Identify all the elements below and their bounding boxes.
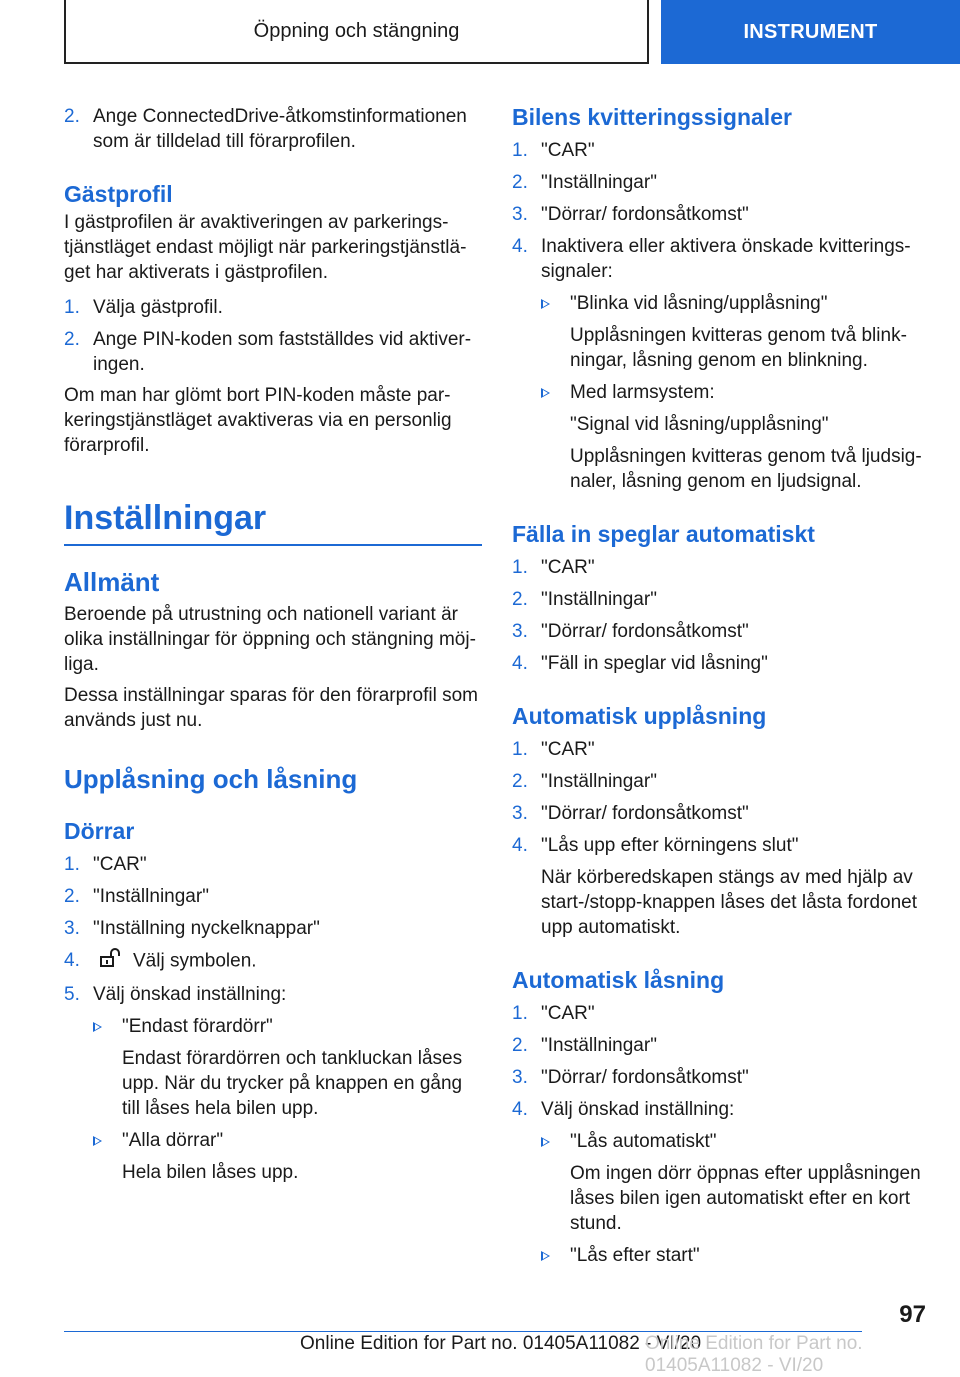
list-text: "Dörrar/ fordonsåtkomst" — [541, 204, 749, 225]
list-number: 3. — [512, 621, 528, 642]
option-label: "Alla dörrar" — [122, 1130, 224, 1151]
list-text: Välja gästprofil. — [93, 297, 223, 318]
list-number: 2. — [512, 1035, 528, 1056]
list-number: 3. — [512, 204, 528, 225]
list-number: 1. — [64, 854, 80, 875]
list-text: Välj önskad inställning: — [93, 984, 287, 1005]
list-number: 4. — [512, 653, 528, 674]
list-item — [512, 234, 926, 494]
list-item — [64, 327, 482, 377]
list-text: "Dörrar/ fordonsåtkomst" — [541, 1067, 749, 1088]
list-item — [512, 138, 926, 163]
list-number: 2. — [64, 886, 80, 907]
option-description: Upplåsningen kvitteras genom två blinkningar, låsning genom en blinkning. — [570, 325, 907, 371]
list-number: 3. — [512, 803, 528, 824]
bullet-item — [541, 1243, 926, 1268]
list-item — [64, 852, 482, 877]
list-number: 1. — [64, 297, 80, 318]
general-paragraph-2: Dessa inställningar sparas för den förarprofil som används just nu. — [64, 685, 478, 731]
footer-divider — [64, 1331, 862, 1332]
list-item — [64, 295, 482, 320]
option-label: "Lås automatiskt" — [570, 1131, 717, 1152]
auto-unlock-steps — [512, 737, 926, 940]
list-number: 3. — [64, 918, 80, 939]
bullet-item — [541, 380, 926, 494]
option-label: "Lås efter start" — [570, 1245, 700, 1266]
chapter-tab[interactable] — [661, 0, 960, 64]
option-description: Om ingen dörr öppnas efter upplåsningen låses bilen igen automatiskt efter en kort stund. — [570, 1163, 921, 1234]
list-text: Välj önskad inställning: — [541, 1099, 735, 1120]
option-description: Upplåsningen kvitteras genom två ljudsignaler, låsning genom en ljudsignal. — [570, 446, 922, 492]
list-item — [512, 202, 926, 227]
triangle-bullet-icon — [541, 388, 550, 398]
option-label: "Endast förardörr" — [122, 1016, 273, 1037]
list-item — [64, 982, 482, 1185]
list-text: "Dörrar/ fordonsåtkomst" — [541, 621, 749, 642]
list-text: Inaktivera eller aktivera önskade kvitteringssignaler: — [541, 236, 911, 282]
list-number: 2. — [64, 106, 80, 127]
option-sublabel: "Signal vid låsning/upplåsning" — [570, 414, 829, 435]
list-number: 1. — [512, 140, 528, 161]
ack-signals-heading: Bilens kvitteringssignaler — [512, 104, 792, 130]
list-text: "Dörrar/ fordonsåtkomst" — [541, 803, 749, 824]
option-label: Med larmsystem: — [570, 382, 715, 403]
list-number: 4. — [512, 236, 528, 257]
guest-heading: Gästprofil — [64, 181, 173, 207]
list-item — [512, 1033, 926, 1058]
doors-steps — [64, 852, 482, 1185]
list-number: 1. — [512, 557, 528, 578]
bullet-item — [93, 1128, 482, 1185]
guest-steps — [64, 295, 482, 377]
triangle-bullet-icon — [93, 1022, 102, 1032]
list-number: 2. — [512, 771, 528, 792]
list-text: "CAR" — [541, 739, 595, 760]
section-title-tab — [64, 0, 649, 64]
list-item — [512, 651, 926, 676]
list-item — [512, 555, 926, 580]
list-number: 4. — [512, 835, 528, 856]
list-item — [512, 587, 926, 612]
mirrors-steps — [512, 555, 926, 676]
right-column — [512, 100, 926, 1268]
list-text: Ange PIN-koden som fastställdes vid aktiveringen. — [93, 329, 472, 375]
list-number: 5. — [64, 984, 80, 1005]
triangle-bullet-icon — [93, 1136, 102, 1146]
list-item — [64, 948, 482, 975]
triangle-bullet-icon — [541, 299, 550, 309]
lock-unlock-heading: Upplåsning och låsning — [64, 764, 358, 794]
list-number: 4. — [512, 1099, 528, 1120]
list-number: 2. — [512, 589, 528, 610]
auto-lock-heading: Automatisk låsning — [512, 967, 725, 993]
general-heading: Allmänt — [64, 567, 160, 597]
list-item — [512, 801, 926, 826]
doors-options — [93, 1014, 482, 1185]
list-text: "Lås upp efter körningens slut" — [541, 835, 799, 856]
list-text: "CAR" — [541, 140, 595, 161]
list-item — [512, 619, 926, 644]
list-text: "Inställningar" — [541, 1035, 657, 1056]
auto-lock-steps — [512, 1001, 926, 1268]
list-item — [64, 104, 482, 154]
option-label: "Blinka vid låsning/upplåsning" — [570, 293, 828, 314]
list-text: "Inställningar" — [93, 886, 209, 907]
bullet-item — [541, 1129, 926, 1236]
list-number: 3. — [512, 1067, 528, 1088]
page-number: 97 — [899, 1301, 926, 1328]
list-number: 1. — [512, 1003, 528, 1024]
list-text: "Fäll in speglar vid låsning" — [541, 653, 768, 674]
bullet-item — [541, 291, 926, 373]
list-text: "Inställningar" — [541, 172, 657, 193]
list-item — [64, 916, 482, 941]
guest-note: Om man har glömt bort PIN-koden måste parkeringstjänstläget avaktiveras via en personlig förarprofil. — [64, 385, 452, 456]
unlock-icon — [99, 948, 121, 975]
general-paragraph-1: Beroende på utrustning och nationell variant är olika inställningar för öppning och stängning möjliga. — [64, 604, 476, 675]
list-item — [512, 737, 926, 762]
list-number: 1. — [512, 739, 528, 760]
option-description: Endast förardörren och tankluckan låses upp. När du trycker på knappen en gång till låses hela bilen upp. — [122, 1048, 463, 1119]
list-item — [512, 1097, 926, 1268]
list-number: 4. — [64, 950, 80, 971]
bullet-item — [93, 1014, 482, 1121]
list-item — [512, 833, 926, 940]
list-text: "Inställning nyckelknappar" — [93, 918, 320, 939]
list-item — [512, 1001, 926, 1026]
list-text: "CAR" — [541, 557, 595, 578]
list-number: 2. — [64, 329, 80, 350]
list-text: "Inställningar" — [541, 771, 657, 792]
auto-unlock-heading: Automatisk upplåsning — [512, 703, 767, 729]
option-description: Hela bilen låses upp. — [122, 1162, 299, 1183]
auto-lock-options — [541, 1129, 926, 1268]
list-text: "CAR" — [541, 1003, 595, 1024]
list-item — [512, 769, 926, 794]
triangle-bullet-icon — [541, 1251, 550, 1261]
guest-intro: I gästprofilen är avaktiveringen av parkeringstjänstläget endast möjligt när parkeringstjänstläget har aktiverats i gästprofilen. — [64, 212, 467, 283]
list-item — [64, 884, 482, 909]
list-item — [512, 1065, 926, 1090]
watermark-text: Online Edition for Part no. 01405A11082 - VI/20 — [645, 1333, 863, 1376]
list-text: Ange ConnectedDrive-åtkomstinformationen som är tilldelad till förarprofilen. — [93, 106, 467, 152]
left-column — [64, 100, 482, 1185]
step-description: När körberedskapen stängs av med hjälp av start-/stopp-knappen låses det låsta fordonet upp automatiskt. — [541, 867, 918, 938]
doors-heading: Dörrar — [64, 818, 135, 844]
settings-heading: Inställningar — [64, 496, 482, 546]
list-text: Välj symbolen. — [133, 950, 257, 972]
list-text: "Inställningar" — [541, 589, 657, 610]
list-item — [512, 170, 926, 195]
list-number: 2. — [512, 172, 528, 193]
edition-text: Online Edition for Part no. 01405A11082 - VI/20 — [300, 1333, 702, 1354]
chapter-label: INSTRUMENT — [743, 20, 878, 43]
ack-options — [541, 291, 926, 494]
section-title: Öppning och stängning — [253, 19, 460, 42]
ack-steps — [512, 138, 926, 494]
triangle-bullet-icon — [541, 1137, 550, 1147]
list-text: "CAR" — [93, 854, 147, 875]
intro-list — [64, 104, 482, 154]
mirrors-heading: Fälla in speglar automatiskt — [512, 521, 815, 547]
